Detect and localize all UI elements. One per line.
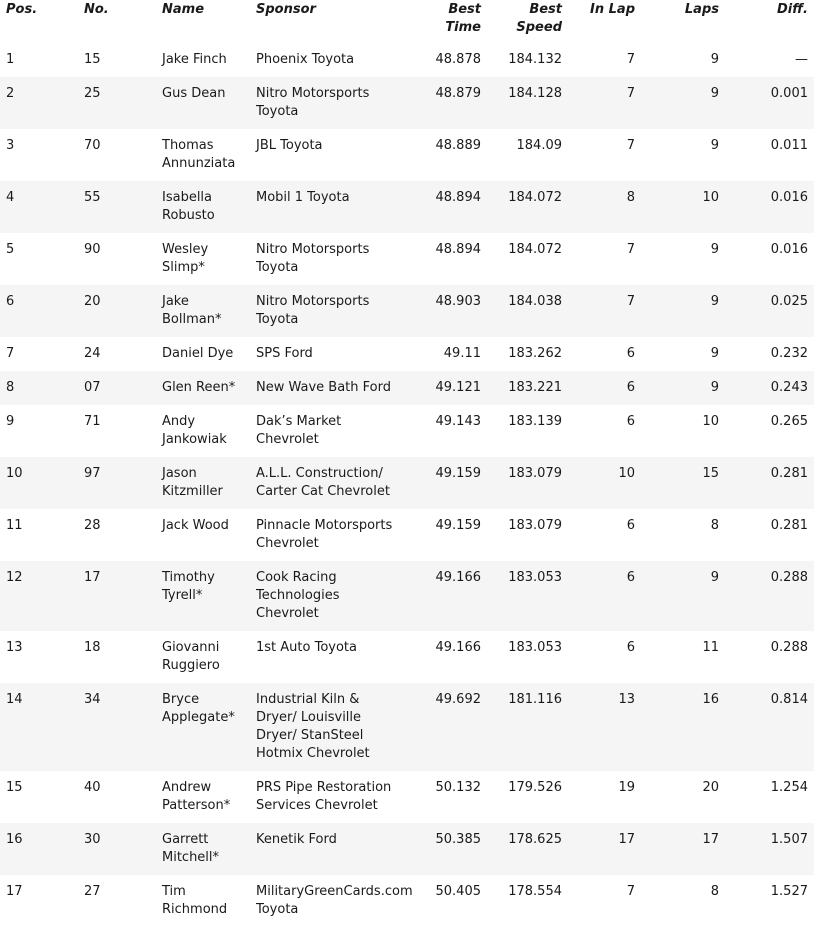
cell-laps: 10 — [702, 190, 719, 205]
header-best-speed-line1: Best — [529, 2, 562, 17]
cell-laps: 8 — [710, 518, 719, 533]
cell-in-lap: 6 — [626, 380, 635, 395]
cell-pos: 7 — [6, 346, 15, 361]
header-name: Name — [162, 2, 205, 17]
header-sponsor: Sponsor — [256, 2, 316, 17]
cell-no: 34 — [84, 692, 101, 707]
cell-pos: 15 — [6, 780, 23, 795]
header-laps: Laps — [684, 2, 719, 17]
cell-name: Jake Bollman* — [162, 294, 222, 327]
cell-sponsor: Nitro Motorsports Toyota — [256, 294, 370, 327]
cell-sponsor: Nitro Motorsports Toyota — [256, 86, 370, 119]
cell-in-lap: 7 — [626, 884, 635, 899]
table-row — [0, 43, 814, 77]
cell-no: 97 — [84, 466, 101, 481]
cell-laps: 9 — [710, 52, 719, 67]
cell-pos: 5 — [6, 242, 15, 257]
cell-best-speed: 179.526 — [508, 780, 562, 795]
cell-pos: 3 — [6, 138, 15, 153]
cell-best-speed: 178.554 — [508, 884, 562, 899]
cell-in-lap: 6 — [626, 346, 635, 361]
table-row — [0, 233, 814, 285]
cell-best-time: 48.889 — [435, 138, 481, 153]
cell-best-time: 48.894 — [435, 242, 481, 257]
cell-pos: 8 — [6, 380, 15, 395]
table-row — [0, 405, 814, 457]
cell-name: Glen Reen* — [162, 380, 236, 395]
cell-laps: 11 — [702, 640, 719, 655]
cell-no: 27 — [84, 884, 101, 899]
cell-in-lap: 13 — [618, 692, 635, 707]
table-row — [0, 823, 814, 875]
table-row — [0, 771, 814, 823]
header-diff: Diff. — [776, 2, 808, 17]
cell-best-speed: 184.072 — [508, 242, 562, 257]
cell-name: Giovanni Ruggiero — [162, 640, 220, 673]
cell-best-time: 50.405 — [435, 884, 481, 899]
cell-best-time: 48.894 — [435, 190, 481, 205]
cell-pos: 16 — [6, 832, 23, 847]
cell-sponsor: Dak’s Market Chevrolet — [256, 414, 342, 447]
header-in-lap: In Lap — [590, 2, 635, 17]
cell-name: Gus Dean — [162, 86, 226, 101]
cell-best-time: 50.132 — [435, 780, 481, 795]
cell-name: Isabella Robusto — [162, 190, 215, 223]
cell-name: Andrew Patterson* — [162, 780, 231, 813]
cell-diff: 0.016 — [770, 190, 808, 205]
cell-no: 28 — [84, 518, 101, 533]
cell-best-time: 48.879 — [435, 86, 481, 101]
header-best-speed — [487, 0, 568, 43]
cell-sponsor: Mobil 1 Toyota — [256, 190, 350, 205]
cell-diff: — — [795, 52, 808, 67]
cell-best-speed: 181.116 — [508, 692, 562, 707]
cell-best-speed: 183.079 — [508, 518, 562, 533]
header-no: No. — [84, 2, 109, 17]
cell-diff: 0.011 — [770, 138, 808, 153]
cell-diff: 1.527 — [770, 884, 808, 899]
cell-sponsor: 1st Auto Toyota — [256, 640, 357, 655]
header-best-time-line1: Best — [448, 2, 481, 17]
cell-pos: 6 — [6, 294, 15, 309]
cell-laps: 9 — [710, 294, 719, 309]
cell-in-lap: 6 — [626, 570, 635, 585]
cell-no: 30 — [84, 832, 101, 847]
cell-in-lap: 19 — [618, 780, 635, 795]
cell-in-lap: 7 — [626, 138, 635, 153]
cell-pos: 9 — [6, 414, 15, 429]
cell-in-lap: 6 — [626, 414, 635, 429]
cell-name: Thomas Annunziata — [162, 138, 236, 171]
cell-diff: 0.001 — [770, 86, 808, 101]
cell-pos: 13 — [6, 640, 23, 655]
cell-laps: 15 — [702, 466, 719, 481]
cell-no: 71 — [84, 414, 101, 429]
cell-in-lap: 7 — [626, 52, 635, 67]
cell-name: Jake Finch — [162, 52, 227, 67]
table-row — [0, 337, 814, 371]
table-row — [0, 509, 814, 561]
cell-best-speed: 184.132 — [508, 52, 562, 67]
cell-laps: 9 — [710, 380, 719, 395]
cell-name: Timothy Tyrell* — [162, 570, 215, 603]
cell-sponsor: Nitro Motorsports Toyota — [256, 242, 370, 275]
cell-diff: 0.265 — [770, 414, 808, 429]
cell-best-time: 49.121 — [435, 380, 481, 395]
cell-name: Garrett Mitchell* — [162, 832, 220, 865]
cell-laps: 9 — [710, 570, 719, 585]
cell-best-speed: 183.262 — [508, 346, 562, 361]
cell-name: Daniel Dye — [162, 346, 234, 361]
cell-sponsor: PRS Pipe Restoration Services Chevrolet — [256, 780, 392, 813]
cell-in-lap: 7 — [626, 294, 635, 309]
table-row — [0, 683, 814, 771]
cell-sponsor: New Wave Bath Ford — [256, 380, 391, 395]
header-best-speed-line2: Speed — [516, 20, 562, 35]
cell-in-lap: 7 — [626, 242, 635, 257]
cell-in-lap: 17 — [618, 832, 635, 847]
cell-pos: 1 — [6, 52, 15, 67]
cell-diff: 0.232 — [770, 346, 808, 361]
cell-diff: 0.288 — [770, 570, 808, 585]
cell-diff: 1.507 — [770, 832, 808, 847]
cell-laps: 20 — [702, 780, 719, 795]
cell-no: 25 — [84, 86, 101, 101]
cell-pos: 4 — [6, 190, 15, 205]
cell-in-lap: 7 — [626, 86, 635, 101]
table-row — [0, 181, 814, 233]
cell-pos: 17 — [6, 884, 23, 899]
cell-best-time: 48.878 — [435, 52, 481, 67]
cell-in-lap: 10 — [618, 466, 635, 481]
header-pos: Pos. — [6, 2, 38, 17]
cell-best-speed: 184.072 — [508, 190, 562, 205]
cell-pos: 11 — [6, 518, 23, 533]
cell-name: Bryce Applegate* — [162, 692, 235, 725]
cell-no: 17 — [84, 570, 101, 585]
cell-best-time: 49.159 — [435, 518, 481, 533]
cell-diff: 0.281 — [770, 466, 808, 481]
cell-diff: 0.243 — [770, 380, 808, 395]
cell-sponsor: Cook Racing Technologies Chevrolet — [256, 570, 340, 621]
cell-best-speed: 183.221 — [508, 380, 562, 395]
cell-best-time: 49.11 — [443, 346, 481, 361]
cell-best-time: 49.166 — [435, 640, 481, 655]
cell-name: Jack Wood — [162, 518, 229, 533]
cell-best-time: 49.143 — [435, 414, 481, 429]
cell-laps: 10 — [702, 414, 719, 429]
cell-best-speed: 183.079 — [508, 466, 562, 481]
cell-best-time: 49.166 — [435, 570, 481, 585]
table-body — [0, 43, 814, 927]
table-row — [0, 285, 814, 337]
cell-no: 07 — [84, 380, 101, 395]
header-row — [0, 0, 814, 43]
cell-in-lap: 8 — [626, 190, 635, 205]
cell-best-speed: 183.139 — [508, 414, 562, 429]
cell-diff: 0.016 — [770, 242, 808, 257]
cell-no: 18 — [84, 640, 101, 655]
table-row — [0, 875, 814, 927]
header-best-time — [410, 0, 487, 43]
table-row — [0, 77, 814, 129]
cell-diff: 0.288 — [770, 640, 808, 655]
cell-sponsor: SPS Ford — [256, 346, 313, 361]
cell-laps: 16 — [702, 692, 719, 707]
cell-no: 24 — [84, 346, 101, 361]
cell-laps: 9 — [710, 138, 719, 153]
cell-in-lap: 6 — [626, 640, 635, 655]
cell-best-time: 49.692 — [435, 692, 481, 707]
cell-in-lap: 6 — [626, 518, 635, 533]
cell-best-speed: 178.625 — [508, 832, 562, 847]
cell-sponsor: Industrial Kiln & Dryer/ Louisville Dryer/ StanSteel Hotmix Chevrolet — [256, 692, 370, 761]
cell-laps: 9 — [710, 86, 719, 101]
cell-no: 15 — [84, 52, 101, 67]
table-row — [0, 457, 814, 509]
cell-diff: 0.025 — [770, 294, 808, 309]
cell-pos: 12 — [6, 570, 23, 585]
cell-name: Andy Jankowiak — [162, 414, 227, 447]
cell-name: Jason Kitzmiller — [162, 466, 223, 499]
cell-name: Tim Richmond — [162, 884, 228, 917]
cell-sponsor: Pinnacle Motorsports Chevrolet — [256, 518, 393, 551]
table-row — [0, 129, 814, 181]
cell-diff: 0.814 — [770, 692, 808, 707]
table-row — [0, 631, 814, 683]
table-row — [0, 561, 814, 631]
cell-best-speed: 183.053 — [508, 640, 562, 655]
cell-best-speed: 184.038 — [508, 294, 562, 309]
header-best-time-line2: Time — [445, 20, 481, 35]
cell-no: 55 — [84, 190, 101, 205]
cell-pos: 2 — [6, 86, 15, 101]
cell-sponsor: Kenetik Ford — [256, 832, 337, 847]
cell-pos: 10 — [6, 466, 23, 481]
table-row — [0, 371, 814, 405]
cell-laps: 8 — [710, 884, 719, 899]
cell-sponsor: JBL Toyota — [256, 138, 323, 153]
table-header — [0, 0, 814, 43]
cell-no: 70 — [84, 138, 101, 153]
cell-no: 90 — [84, 242, 101, 257]
cell-pos: 14 — [6, 692, 23, 707]
cell-best-speed: 184.128 — [508, 86, 562, 101]
cell-diff: 0.281 — [770, 518, 808, 533]
cell-best-time: 49.159 — [435, 466, 481, 481]
cell-laps: 17 — [702, 832, 719, 847]
cell-best-speed: 184.09 — [516, 138, 562, 153]
cell-diff: 1.254 — [770, 780, 808, 795]
cell-best-time: 50.385 — [435, 832, 481, 847]
cell-no: 20 — [84, 294, 101, 309]
cell-best-time: 48.903 — [435, 294, 481, 309]
cell-sponsor: A.L.L. Construction/ Carter Cat Chevrolet — [256, 466, 390, 499]
cell-no: 40 — [84, 780, 101, 795]
cell-laps: 9 — [710, 346, 719, 361]
cell-name: Wesley Slimp* — [162, 242, 209, 275]
cell-sponsor: Phoenix Toyota — [256, 52, 355, 67]
cell-best-speed: 183.053 — [508, 570, 562, 585]
cell-laps: 9 — [710, 242, 719, 257]
cell-sponsor: MilitaryGreenCards.com Toyota — [256, 884, 413, 917]
